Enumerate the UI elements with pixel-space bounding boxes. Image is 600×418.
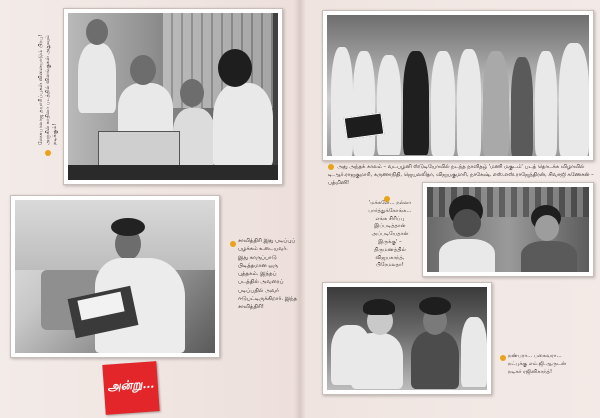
caption-bullet: [230, 241, 236, 247]
photo-group-event: [322, 10, 594, 161]
caption-bullet: [500, 355, 506, 361]
caption-top-left: ஸேசுபாலாஜ தயாரிப்புகள் விளையாடும் பிரபு! அருகில் காதிலா படத்தில் விளங்குகள் அதுவும் நடிக்கும்!: [38, 34, 58, 145]
caption-bottom-right: நண்பரா… பகைவரா… நட்புக்கு எம்.ஜி.ஆருடன் நடிகர் ரஜினிகாந்த்!: [508, 353, 567, 375]
caption-bullet: [328, 164, 334, 170]
caption-middle-right: 'மக்களே… நல்லா பார்த்துக்கோங்க… எங்க சிரிப்பு இப்படித்தான் அப்படியேதான் இருக்கு' – திருமணத்தில் விஜயகாந்த், பிரேமலதா!: [368, 200, 412, 269]
photo-film-editing: [63, 8, 283, 185]
caption-bullet: [45, 150, 51, 156]
caption-middle-left: சாவித்திரி இது படிப்புப் பழக்கம் உடையவர். இது காருப்பாடு பிடித்தமான ஒரு புத்தகம். இந்தப் படத்தில் அவரைப் படிப்பதில் அவர் ஈடுபட்டிருக்கிறார். இந்த சாவித்திரி!: [238, 238, 298, 311]
caption-top-right-text: அது அந்தக் காலம் – வடபழனி ஸ்டுடியோவில் நடந்த நாளிதழ் 'மணி மகுடம்' படத் தொடக்க விழாவில் டி.ஆர்.ராஜகுமாரி, கருணாநிதி, ஜெயலலிதா, விஜயகுமாரி, நாகேஷ், எஸ்.எஸ்.ராஜேந்திரன், சிவாஜி கணேசன் – பத்மினி!: [328, 164, 594, 186]
photo-vijayakanth-wedding: [422, 182, 594, 277]
section-logo: [102, 361, 159, 415]
logo-text: அன்று…: [106, 376, 155, 394]
photo-savitri: [10, 195, 220, 358]
photo-mgr-rajini: [322, 282, 492, 395]
